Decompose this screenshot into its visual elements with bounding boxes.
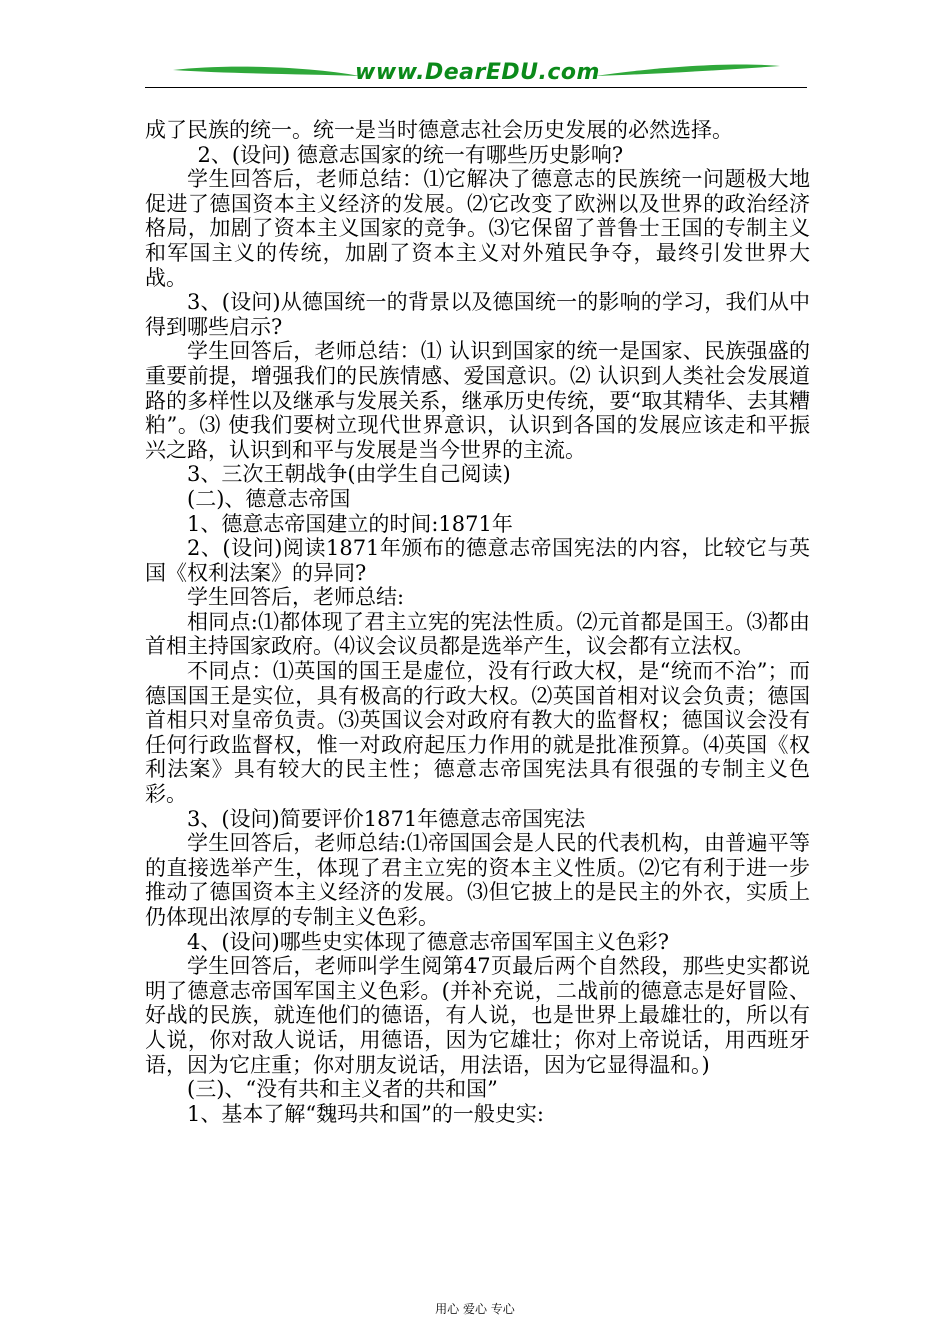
- paragraph: 2、(设问)阅读1871年颁布的德意志帝国宪法的内容，比较它与英国《权利法案》的异同?: [145, 536, 810, 585]
- paragraph: 学生回答后，老师总结:: [187, 585, 405, 610]
- page-header: [145, 56, 810, 96]
- paragraph: 1、德意志帝国建立的时间:1871年: [187, 511, 513, 536]
- paragraph: 学生回答后，老师总结：⑴ 认识到国家的统一是国家、民族强盛的重要前提，增强我们的民族情感、爱国意识。⑵ 认识到人类社会发展道路的多样性以及继承与发展关系，继承历史传统，要“取其精华、去其糟粕”。⑶ 使我们要树立现代世界意识，认识到各国的发展应该走和平振兴之路，认识到和平与发展是当今世界的主流。: [145, 339, 810, 462]
- paragraph: 4、(设问)哪些史实体现了德意志帝国军国主义色彩?: [187, 929, 670, 954]
- paragraph: 3、三次王朝战争(由学生自己阅读): [187, 462, 511, 487]
- paragraph: 2、(设问) 德意志国家的统一有哪些历史影响?: [197, 142, 624, 167]
- paragraph: 学生回答后，老师叫学生阅第47页最后两个自然段，那些史实都说明了德意志帝国军国主义色彩。(并补充说，二战前的德意志是好冒险、好战的民族，就连他们的德语，有人说，也是世界上最雄壮的，所以有人说，你对敌人说话，用德语，因为它雄壮；你对上帝说话，用西班牙语，因为它庄重；你对朋友说话，用法语，因为它显得温和。): [145, 954, 810, 1077]
- header-divider: [145, 87, 807, 88]
- paragraph: 学生回答后，老师总结:⑴帝国国会是人民的代表机构，由普遍平等的直接选举产生，体现了君主立宪的资本主义性质。⑵它有利于进一步推动了德国资本主义经济的发展。⑶但它披上的是民主的外衣，实质上仍体现出浓厚的专制主义色彩。: [145, 831, 810, 929]
- section-heading: (二)、德意志帝国: [187, 486, 351, 511]
- page-footer: 用心 爱心 专心: [435, 1302, 515, 1316]
- paragraph: 相同点:⑴都体现了君主立宪的宪法性质。⑵元首都是国王。⑶都由首相主持国家政府。⑷议会议员都是选举产生，议会都有立法权。: [145, 609, 810, 659]
- paragraph: 1、基本了解“魏玛共和国”的一般史实:: [187, 1101, 544, 1126]
- paragraph: 不同点：⑴英国的国王是虚位，没有行政大权，是“统而不治”；而德国国王是实位，具有极高的行政大权。⑵英国首相对议会负责；德国首相只对皇帝负责。⑶英国议会对政府有教大的监督权；德国议会没有任何行政监督权，惟一对政府起压力作用的就是批准预算。⑷英国《权利法案》具有较大的民主性；德意志帝国宪法具有很强的专制主义色彩。: [145, 659, 810, 807]
- paragraph: 成了民族的统一。统一是当时德意志社会历史发展的必然选择。: [145, 118, 733, 142]
- document-body: [145, 118, 810, 1126]
- site-logo-text: www.DearEDU.com: [355, 60, 600, 85]
- paragraph: 学生回答后，老师总结：⑴它解决了德意志的民族统一问题极大地促进了德国资本主义经济的发展。⑵它改变了欧洲以及世界的政治经济格局，加剧了资本主义国家的竞争。⑶它保留了普鲁士王国的专制主义和军国主义的传统，加剧了资本主义对外殖民争夺，最终引发世界大战。: [145, 167, 810, 290]
- paragraph: 3、(设问)从德国统一的背景以及德国统一的影响的学习，我们从中得到哪些启示?: [145, 290, 810, 339]
- section-heading: (三)、“没有共和主义者的共和国”: [187, 1077, 498, 1102]
- paragraph: 3、(设问)简要评价1871年德意志帝国宪法: [187, 806, 586, 831]
